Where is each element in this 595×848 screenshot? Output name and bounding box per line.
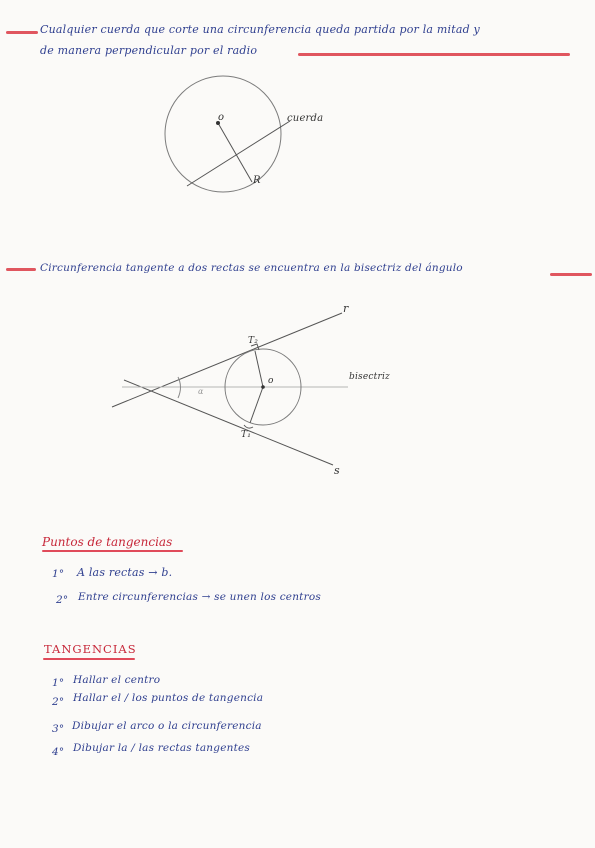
puntos-title: Puntos de tangencias (42, 535, 173, 549)
figure2-line-s (124, 380, 333, 465)
figure2-radius-t2 (255, 351, 263, 387)
figure2-label-s: s (334, 464, 340, 477)
figure1-chord-label: cuerda (287, 113, 324, 124)
tangencias-item-1-text: Hallar el centro (73, 674, 161, 686)
tangencias-item-3-num: 3° (52, 723, 65, 735)
tangencias-item-4-num: 4° (52, 746, 65, 758)
puntos-item-2-text: Entre circunferencias → se unen los centros (78, 591, 321, 603)
section2-line: Circunferencia tangente a dos rectas se encuentra en la bisectriz del ángulo (40, 262, 463, 274)
tangencias-item-1-num: 1° (52, 677, 65, 689)
figure2-label-r: r (343, 302, 349, 315)
figure2-angle-label: α (198, 387, 204, 396)
figure2-line-r (112, 313, 342, 407)
figure2-center-label: o (268, 376, 274, 386)
figure1-radius-label: R (253, 175, 261, 186)
section1-line1: Cualquier cuerda que corte una circunferencia queda partida por la mitad y (40, 23, 480, 36)
tangencias-title-underline (43, 658, 135, 660)
figure2-label-t2: T₂ (248, 336, 259, 346)
tangencias-item-3-text: Dibujar el arco o la circunferencia (72, 720, 262, 732)
tangencias-item-2-text: Hallar el / los puntos de tangencia (73, 692, 264, 704)
figure2-radius-t1 (250, 387, 263, 423)
figure2-label-t1: T₁ (241, 430, 252, 440)
tangencias-item-2-num: 2° (52, 696, 65, 708)
puntos-item-2-num: 2° (56, 594, 69, 606)
section1-line2: de manera perpendicular por el radio (40, 44, 258, 57)
figure1-center-label: o (218, 112, 225, 123)
figure2-bisector-label: bisectriz (349, 372, 390, 382)
puntos-title-underline (42, 550, 183, 552)
puntos-item-1-num: 1° (52, 568, 65, 580)
figure2-center-point (261, 385, 265, 389)
tangencias-title: TANGENCIAS (44, 642, 137, 656)
puntos-item-1-text: A las rectas → b. (77, 566, 173, 579)
tangencias-item-4-text: Dibujar la / las rectas tangentes (73, 742, 250, 754)
figure2-right-angle-t1 (244, 425, 253, 428)
